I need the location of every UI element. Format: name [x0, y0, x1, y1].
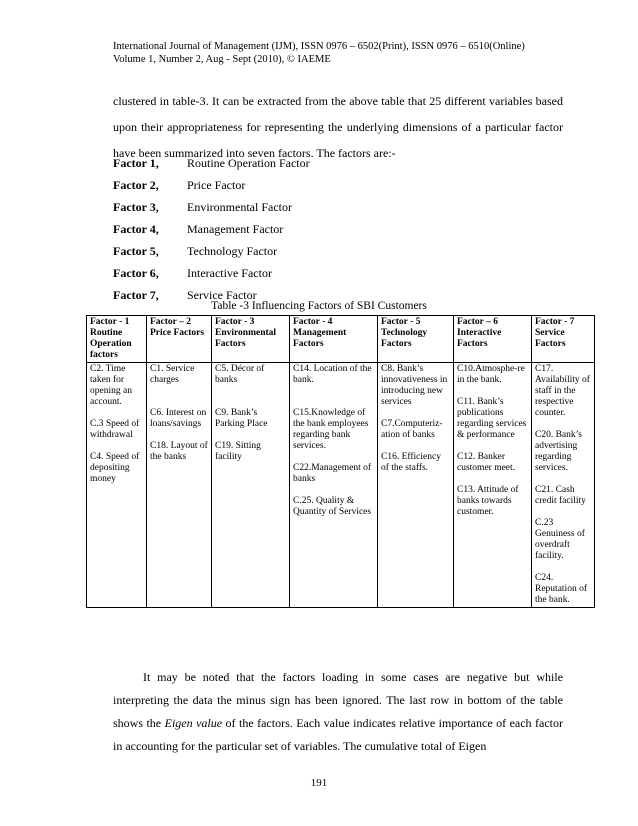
table-cell-factor-3	[212, 363, 290, 608]
variable-item: C19. Sitting facility	[215, 441, 261, 462]
header-factor-number: Factor - 4	[293, 317, 333, 327]
variable-item: C21. Cash credit facility	[535, 485, 586, 506]
variable-item: C10.Atmosphe-re in the bank.	[457, 364, 525, 385]
table-cell-factor-6	[454, 363, 532, 608]
intro-paragraph: clustered in table-3. It can be extracted from the above table that 25 different variables based upon their appropriateness for representing the underlying dimensions of a particular factor have been summarized into seven factors. The factors are:-	[113, 94, 563, 160]
table-cell-factor-7	[532, 363, 595, 608]
header-factor-title: Interactive Factors	[457, 328, 502, 349]
factor-description: Technology Factor	[187, 244, 278, 258]
header-factor-number: Factor – 6	[457, 317, 498, 327]
table-caption: Table -3 Influencing Factors of SBI Customers	[211, 300, 427, 312]
table-header-cell	[212, 316, 290, 363]
variable-item: C20. Bank’s advertising regarding services.	[535, 430, 582, 473]
variable-item: C18. Layout of the banks	[150, 441, 208, 462]
factor-name: Factor 1,	[113, 156, 159, 170]
table-row	[87, 363, 595, 608]
variable-item: C22.Management of banks	[293, 463, 372, 484]
table-header-cell	[290, 316, 378, 363]
variable-item: C9. Bank’s Parking Place	[215, 408, 268, 429]
table-cell-factor-1	[87, 363, 147, 608]
factor-item	[113, 262, 310, 284]
closing-text-end: of the factors. Each value indicates relative importance of each factor in accounting for the particular set of variables. The cumulative total of Eigen	[113, 716, 563, 753]
variable-item: C14. Location of the bank.	[293, 364, 372, 385]
factor-description: Environmental Factor	[187, 200, 292, 214]
journal-header	[113, 40, 553, 66]
variable-item: C16. Efficiency of the staffs.	[381, 452, 441, 473]
variable-item: C15.Knowledge of the bank employees regarding bank services.	[293, 408, 369, 451]
page-number: 191	[310, 777, 328, 789]
variable-item: C.23 Genuiness of overdraft facility.	[535, 518, 585, 561]
factor-name: Factor 4,	[113, 222, 159, 236]
factor-description: Routine Operation Factor	[187, 156, 310, 170]
table-header-cell	[147, 316, 212, 363]
header-factor-title: Technology Factors	[381, 328, 428, 349]
variable-item: C6. Interest on loans/savings	[150, 408, 207, 429]
factor-name: Factor 6,	[113, 266, 159, 280]
factor-description: Price Factor	[187, 178, 246, 192]
header-factor-title: Price Factors	[150, 328, 205, 338]
header-factor-title: Environmental Factors	[215, 328, 277, 349]
variable-item: C24. Reputation of the bank.	[535, 573, 587, 605]
factor-item	[113, 218, 310, 240]
factor-description: Service Factor	[187, 288, 257, 302]
variable-item: C17. Availability of staff in the respective counter.	[535, 364, 590, 418]
factor-name: Factor 5,	[113, 244, 159, 258]
header-factor-number: Factor - 1	[90, 317, 130, 327]
closing-text-italic: Eigen value	[164, 716, 223, 730]
header-factor-number: Factor – 2	[150, 317, 191, 327]
table-cell-factor-5	[378, 363, 454, 608]
table-cell-factor-2	[147, 363, 212, 608]
variable-item: C1. Service charges	[150, 364, 195, 385]
closing-paragraph	[113, 666, 563, 758]
header-factor-number: Factor - 3	[215, 317, 255, 327]
factor-description: Interactive Factor	[187, 266, 272, 280]
header-factor-title: Management Factors	[293, 328, 347, 349]
variable-item: C11. Bank’s publications regarding services & performance	[457, 397, 527, 440]
factor-item	[113, 196, 310, 218]
header-line-2: Volume 1, Number 2, Aug - Sept (2010), © IAEME	[113, 54, 331, 65]
factor-description: Management Factor	[187, 222, 284, 236]
variable-item: C8. Bank’s innovativeness in introducing new services	[381, 364, 448, 407]
variable-item: C5. Décor of banks	[215, 364, 265, 385]
factor-item	[113, 152, 310, 174]
factors-table	[86, 315, 595, 608]
factor-list	[113, 152, 310, 306]
header-factor-number: Factor - 7	[535, 317, 575, 327]
variable-item: C.25. Quality & Quantity of Services	[293, 496, 372, 517]
variable-item: C.3 Speed of withdrawal	[90, 419, 140, 440]
factor-name: Factor 3,	[113, 200, 159, 214]
header-factor-title: Routine Operation factors	[90, 328, 132, 360]
table-cell-factor-4	[290, 363, 378, 608]
header-factor-title: Service Factors	[535, 328, 566, 349]
factor-name: Factor 2,	[113, 178, 159, 192]
table-header-cell	[378, 316, 454, 363]
header-factor-number: Factor - 5	[381, 317, 421, 327]
factor-name: Factor 7,	[113, 288, 159, 302]
closing-text-start: It may be noted that the factors loading in some cases are negative but while interpreting the data the minus sign has been ignored. The last row in bottom of the table shows the	[113, 670, 563, 730]
variable-item: C4. Speed of depositing money	[90, 452, 140, 484]
variable-item: C2. Time taken for opening an account.	[90, 364, 132, 407]
factor-item	[113, 240, 310, 262]
variable-item: C7.Computeriz-ation of banks	[381, 419, 443, 440]
factor-item	[113, 174, 310, 196]
table-header-row	[87, 316, 595, 363]
variable-item: C12. Banker customer meet.	[457, 452, 516, 473]
variable-item: C13. Attitude of banks towards customer.	[457, 485, 519, 517]
table-header-cell	[454, 316, 532, 363]
table-header-cell	[532, 316, 595, 363]
header-line-1: International Journal of Management (IJM), ISSN 0976 – 6502(Print), ISSN 0976 – 6510(Online)	[113, 41, 525, 52]
table-header-cell	[87, 316, 147, 363]
